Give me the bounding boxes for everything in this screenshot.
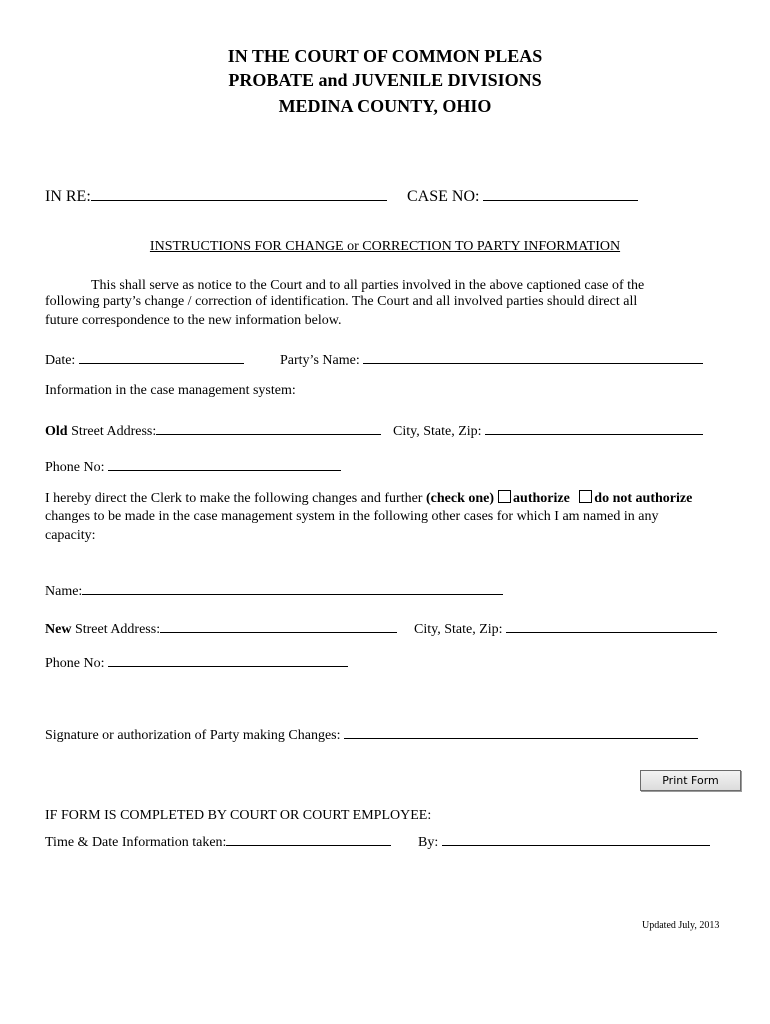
case-no-row	[407, 186, 638, 206]
county-title: MEDINA COUNTY, OHIO	[278, 96, 492, 116]
name-row	[45, 580, 503, 600]
direction-text: I hereby direct the Clerk to make the following changes and further	[45, 491, 423, 506]
in-re-row	[45, 186, 387, 206]
new-street-label: Street Address:	[74, 622, 161, 637]
new-label: New	[45, 622, 72, 637]
direction-line-3: capacity:	[45, 528, 96, 543]
old-city-row	[393, 420, 703, 440]
name-field[interactable]	[82, 580, 503, 595]
check-one-label: (check one)	[425, 491, 495, 506]
old-address-row	[45, 420, 381, 440]
do-not-authorize-label: do not authorize	[594, 491, 693, 506]
old-phone-row	[45, 456, 341, 476]
instructions-title: INSTRUCTIONS FOR CHANGE or CORRECTION TO PARTY INFORMATION	[149, 239, 621, 254]
case-no-label: CASE NO:	[407, 188, 480, 205]
new-street-field[interactable]	[160, 618, 397, 633]
date-label: Date:	[45, 353, 76, 368]
authorize-checkbox[interactable]	[498, 490, 511, 503]
signature-field[interactable]	[344, 724, 698, 739]
name-label: Name:	[45, 584, 83, 599]
old-city-field[interactable]	[485, 420, 703, 435]
old-label: Old	[45, 424, 68, 439]
in-re-field[interactable]	[91, 186, 387, 201]
direction-line-1	[45, 490, 692, 507]
updated-date: Updated July, 2013	[642, 920, 720, 931]
party-name-row	[280, 349, 703, 369]
new-phone-label: Phone No:	[45, 656, 105, 671]
print-form-button[interactable]: Print Form	[640, 770, 741, 791]
court-title: IN THE COURT OF COMMON PLEAS	[227, 46, 543, 66]
new-address-row	[45, 618, 397, 638]
time-date-field[interactable]	[226, 831, 391, 846]
old-phone-label: Phone No:	[45, 460, 105, 475]
old-street-label: Street Address:	[71, 424, 157, 439]
old-street-field[interactable]	[156, 420, 381, 435]
direction-line-2: changes to be made in the case management system in the following other cases for which I am named in any	[45, 509, 659, 524]
by-field[interactable]	[442, 831, 710, 846]
signature-label: Signature or authorization of Party making Changes:	[45, 728, 341, 743]
new-city-label: City, State, Zip:	[414, 622, 503, 637]
old-city-label: City, State, Zip:	[393, 424, 482, 439]
time-date-label: Time & Date Information taken:	[45, 835, 227, 850]
in-re-label: IN RE:	[45, 188, 91, 205]
new-city-row	[414, 618, 717, 638]
date-row	[45, 349, 244, 369]
authorize-label: authorize	[513, 491, 570, 506]
notice-line-3: future correspondence to the new information below.	[45, 313, 342, 328]
date-field[interactable]	[79, 349, 244, 364]
party-name-label: Party’s Name:	[280, 353, 360, 368]
by-row	[418, 831, 710, 851]
old-phone-field[interactable]	[108, 456, 341, 471]
signature-row	[45, 724, 698, 744]
new-phone-field[interactable]	[108, 652, 348, 667]
notice-line-2: following party’s change / correction of identification. The Court and all involved parties should direct all	[45, 294, 638, 309]
new-city-field[interactable]	[506, 618, 717, 633]
division-title: PROBATE and JUVENILE DIVISIONS	[228, 70, 542, 90]
case-mgmt-info: Information in the case management system:	[45, 383, 296, 398]
case-no-field[interactable]	[483, 186, 638, 201]
time-date-row	[45, 831, 391, 851]
by-label: By:	[418, 835, 439, 850]
notice-line-1: This shall serve as notice to the Court and to all parties involved in the above captioned case of the	[91, 278, 645, 293]
party-name-field[interactable]	[363, 349, 703, 364]
do-not-authorize-checkbox[interactable]	[579, 490, 592, 503]
new-phone-row	[45, 652, 348, 672]
court-section-heading: IF FORM IS COMPLETED BY COURT OR COURT EMPLOYEE:	[45, 808, 432, 823]
